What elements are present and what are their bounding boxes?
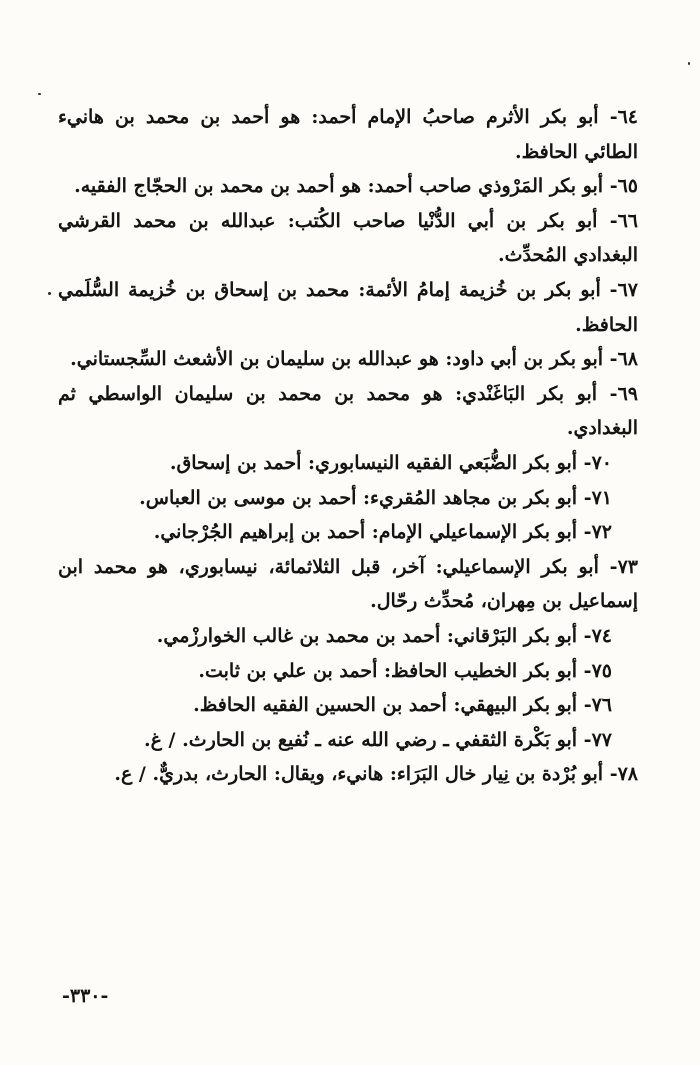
entry-text: ٧١- أبو بكر بن مجاهد المُقريء: أحمد بن موسى بن العباس. [139,486,612,509]
entry-text: ٧٢- أبو بكر الإسماعيلي الإمام: أحمد بن إبراهيم الجُرْجاني. [153,521,612,544]
entry-text: ٧٣- أبو بكر الإسماعيلي: آخر، قبل الثلاثمائة، نيسابوري، هو محمد ابن إسماعيل بن مِهران، مُحدِّث رحّال. [58,555,638,613]
entry-65 [58,169,638,204]
scan-speck [688,62,690,65]
entry-68 [58,342,638,377]
entry-78 [58,757,638,792]
entry-text: ٦٦- أبو بكر بن أبي الدُّنْيا صاحب الكُتب: عبدالله بن محمد القرشي البغدادي المُحدِّث. [58,209,638,267]
entry-list [58,100,638,792]
scan-speck [48,292,51,295]
entry-text: ٦٨- أبو بكر بن أبي داود: هو عبدالله بن سليمان بن الأشعث السِّجستاني. [70,348,638,371]
entry-72 [58,515,638,550]
entry-64 [58,100,638,169]
entry-69 [58,377,638,446]
page-number: -٣٣٠- [62,985,109,1007]
entry-text: ٧٧- أبو بَكْرة الثقفي ـ رضي الله عنه ـ نُفيع بن الحارث. / غ. [143,728,612,751]
entry-text: ٧٤- أبو بكر البَرْقاني: أحمد بن محمد بن غالب الخوارزْمي. [156,624,612,647]
entry-text: ٧٦- أبو بكر البيهقي: أحمد بن الحسين الفقيه الحافظ. [193,694,612,717]
entry-73 [58,550,638,619]
entry-67 [58,273,638,342]
entry-text: ٧٥- أبو بكر الخطيب الحافظ: أحمد بن علي بن ثابت. [198,659,612,682]
entry-text: ٧٨- أبو بُرْدة بن نِيار خال البَرَاء: هانيء، ويقال: الحارث، بدريٌّ. / ع. [114,763,638,786]
entry-71 [58,481,638,516]
entry-text: ٦٧- أبو بكر بن خُزيمة إمامُ الأئمة: محمد بن إسحاق بن خُزيمة السُّلَمي الحافظ. [58,278,638,336]
entry-text: ٧٠- أبو بكر الضُّبَعي الفقيه النيسابوري: أحمد بن إسحاق. [169,451,612,474]
entry-text: ٦٤- أبو بكر الأثرم صاحبُ الإمام أحمد: هو أحمد بن محمد بن هانيء الطائي الحافظ. [58,106,638,163]
entry-75 [58,654,638,689]
scan-speck [38,93,41,95]
entry-text: ٦٩- أبو بكر البَاغَنْدي: هو محمد بن محمد بن سليمان الواسطي ثم البغدادي. [58,382,638,440]
entry-66 [58,204,638,273]
entry-76 [58,688,638,723]
entry-77 [58,723,638,758]
entry-74 [58,619,638,654]
entry-text: ٦٥- أبو بكر المَرْوذي صاحب أحمد: هو أحمد بن محمد بن الحجّاج الفقيه. [74,175,638,198]
entry-70 [58,446,638,481]
